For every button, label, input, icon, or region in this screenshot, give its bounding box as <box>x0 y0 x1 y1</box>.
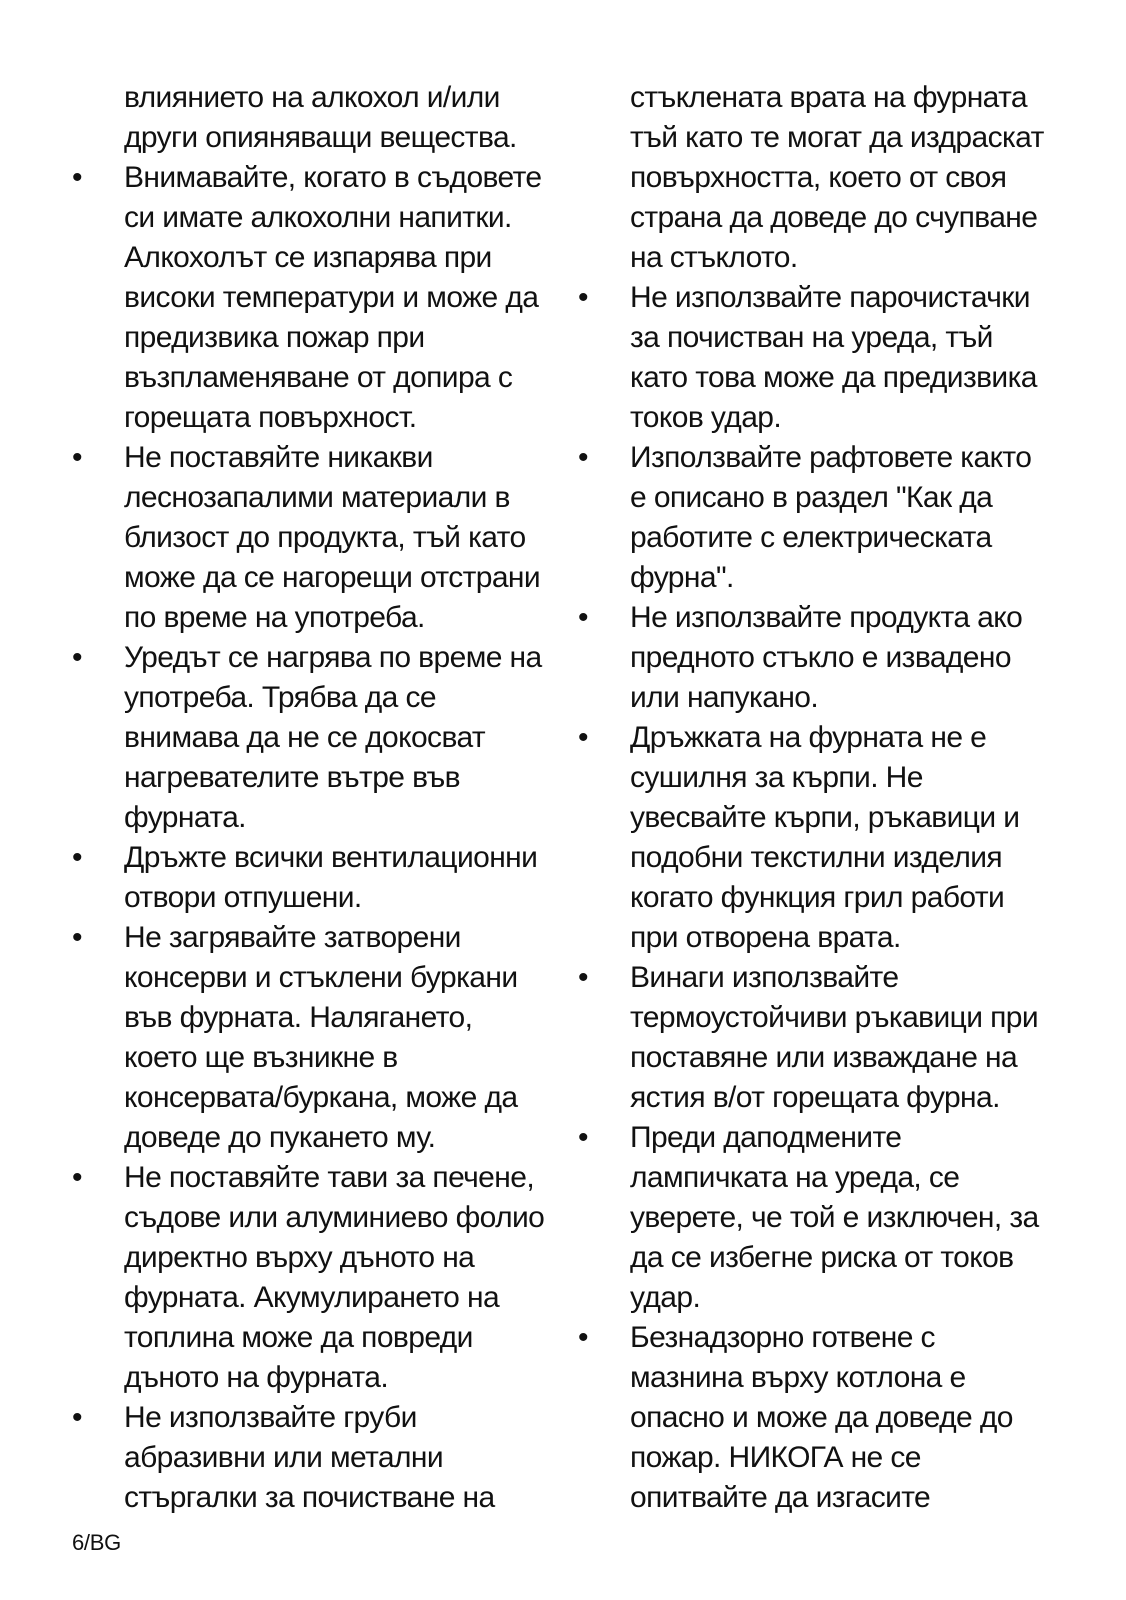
bullet-text: Преди даподмените лампичката на уреда, се уверете, че той е изключен, за да се избегне риска от токов удар. <box>630 1121 1039 1314</box>
bullet-item <box>72 918 552 1158</box>
bullet-icon: • <box>578 281 588 314</box>
bullet-text: Винаги използвайте термоустойчиви ръкавици при поставяне или изваждане на ястия в/от горещата фурна. <box>630 961 1039 1114</box>
bullet-item <box>578 1118 1058 1318</box>
bullet-icon: • <box>578 1121 588 1154</box>
left-continuation-text: влиянието на алкохол и/или други опияняващи вещества. <box>124 81 517 154</box>
bullet-text: Не използвайте парочистачки за почистван на уреда, тъй като това може да предизвика токов удар. <box>630 281 1037 434</box>
bullet-icon: • <box>578 721 588 754</box>
bullet-item <box>578 278 1058 438</box>
bullet-item <box>578 958 1058 1118</box>
bullet-icon: • <box>72 1161 82 1194</box>
bullet-item <box>578 438 1058 598</box>
bullet-item <box>72 158 552 438</box>
bullet-icon: • <box>578 1321 588 1354</box>
bullet-item <box>578 1318 1058 1518</box>
bullet-item <box>72 1398 552 1518</box>
bullet-icon: • <box>72 641 82 674</box>
bullet-item <box>578 718 1058 958</box>
bullet-item <box>72 438 552 638</box>
bullet-icon: • <box>578 441 588 474</box>
bullet-item <box>578 598 1058 718</box>
bullet-text: Използвайте рафтовете както е описано в раздел "Как да работите с електрическата фурна". <box>630 441 1032 594</box>
bullet-text: Безнадзорно готвене с мазнина върху котлона е опасно и може да доведе до пожар. НИКОГА не се опитвайте да изгасите <box>630 1321 1013 1514</box>
bullet-icon: • <box>72 841 82 874</box>
bullet-text: Уредът се нагрява по време на употреба. Трябва да се внимава да не се докосват нагревателите вътре във фурната. <box>124 641 542 834</box>
bullet-text: Не използвайте продукта ако предното стъкло е извадено или напукано. <box>630 601 1023 714</box>
bullet-text: Не поставяйте никакви леснозапалими материали в близост до продукта, тъй като може да се нагорещи отстрани по време на употреба. <box>124 441 541 634</box>
bullet-icon: • <box>72 441 82 474</box>
bullet-icon: • <box>578 961 588 994</box>
bullet-text: Не поставяйте тави за печене, съдове или алуминиево фолио директно върху дъното на фурната. Акумулирането на топлина може да повреди дъното на фурната. <box>124 1161 545 1394</box>
bullet-icon: • <box>72 921 82 954</box>
bullet-text: Не използвайте груби абразивни или метални стъргалки за почистване на <box>124 1401 495 1514</box>
bullet-icon: • <box>72 161 82 194</box>
right-column <box>578 78 1058 1518</box>
bullet-item <box>72 1158 552 1398</box>
bullet-text: Не загрявайте затворени консерви и стъклени буркани във фурната. Налягането, което ще възникне в консервата/буркана, може да доведе до пукането му. <box>124 921 518 1154</box>
bullet-text: Дръжте всички вентилационни отвори отпушени. <box>124 841 538 914</box>
bullet-item <box>72 838 552 918</box>
bullet-icon: • <box>578 601 588 634</box>
bullet-text: Внимавайте, когато в съдовете си имате алкохолни напитки. Алкохолът се изпарява при високи температури и може да предизвика пожар при възпламеняване от допира с горещата повърхност. <box>124 161 542 434</box>
left-column <box>72 78 552 1518</box>
bullet-text: Дръжката на фурната не е сушилня за кърпи. Не увесвайте кърпи, ръкавици и подобни текстилни изделия когато функция грил работи при отворена врата. <box>630 721 1020 954</box>
bullet-icon: • <box>72 1401 82 1434</box>
bullet-item <box>72 638 552 838</box>
page-number: 6/BG <box>72 1530 121 1555</box>
right-continuation-text: стъклената врата на фурната тъй като те могат да издраскат повърхността, което от своя страна да доведе до счупване на стъклото. <box>630 81 1044 274</box>
